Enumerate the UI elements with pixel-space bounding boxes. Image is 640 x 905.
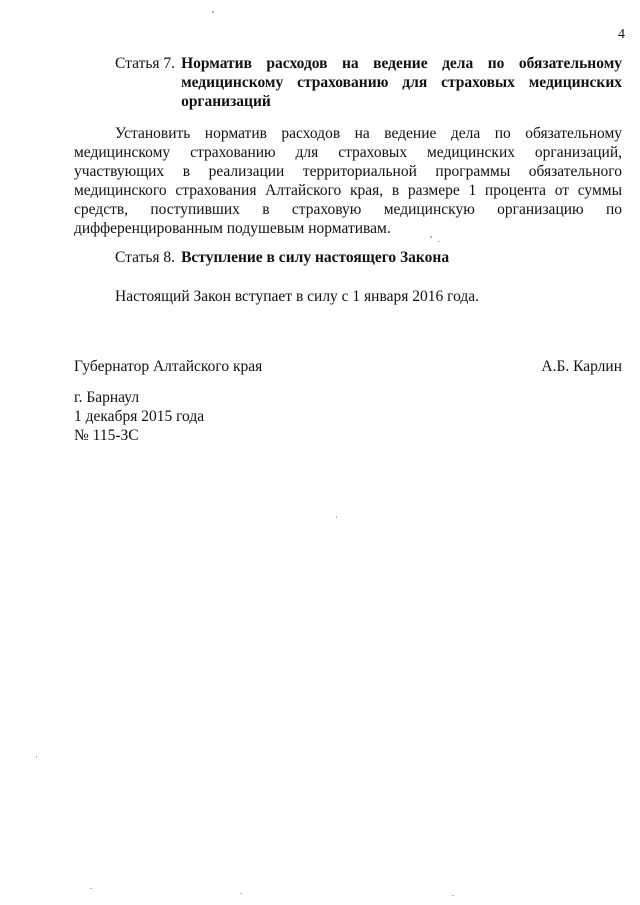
footer-city: г. Барнаул <box>74 389 140 406</box>
signatory-name: А.Б. Карлин <box>541 358 622 375</box>
footer-law-number: № 115-ЗС <box>74 427 139 444</box>
scan-speck <box>430 236 432 238</box>
article-7-body <box>74 124 622 238</box>
scan-speck <box>36 756 37 758</box>
scan-speck <box>212 11 214 13</box>
scan-speck <box>438 241 440 242</box>
article-8-paragraph: Настоящий Закон вступает в силу с 1 января 2016 года. <box>115 288 480 305</box>
scan-speck <box>336 516 337 518</box>
scan-speck <box>452 895 454 896</box>
article-7-title: Норматив расходов на ведение дела по обязательному медицинскому страхованию для страховых медицинских организаций <box>181 55 622 110</box>
article-8-title: Вступление в силу настоящего Закона <box>181 249 450 266</box>
article-7-heading <box>74 54 622 111</box>
article-8-body <box>74 287 622 306</box>
scan-speck <box>240 893 242 894</box>
signatory-position: Губернатор Алтайского края <box>74 358 263 375</box>
article-7-paragraph: Установить норматив расходов на ведение дела по обязательному медицинскому страхованию для страховых медицинских организаций, участвующих в реализации территориальной программы обязательного медицинского страхования Алтайского края, в размере 1 процента от суммы средств, поступивших в страховую медицинскую организацию по дифференцированным подушевым нормативам. <box>74 125 622 237</box>
scan-speck <box>90 888 92 889</box>
signature-row <box>74 357 622 376</box>
footer-date: 1 декабря 2015 года <box>74 408 205 425</box>
article-8-heading <box>74 248 622 267</box>
page-number: 4 <box>618 27 625 42</box>
article-8-number: Статья 8. <box>115 249 176 266</box>
article-7-number: Статья 7. <box>115 55 176 72</box>
document-footer <box>74 388 204 445</box>
